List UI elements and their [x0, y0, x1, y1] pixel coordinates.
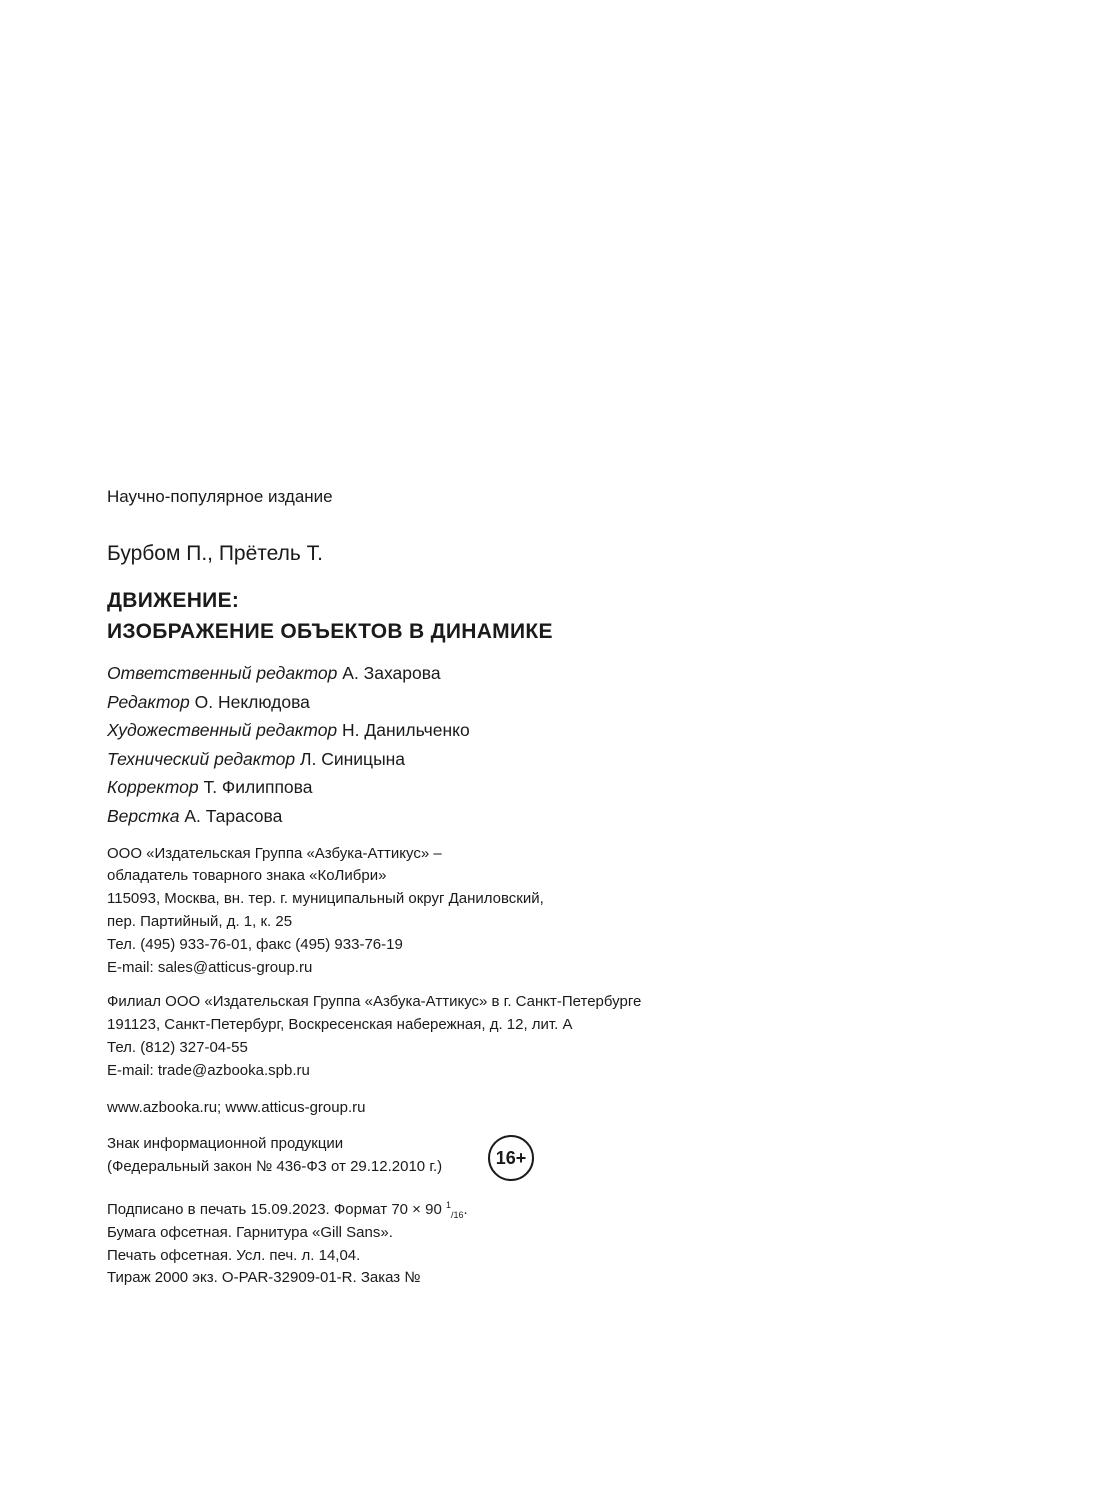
- format-numerator: 1: [445, 1199, 451, 1210]
- credit-item: [107, 802, 1007, 831]
- publisher-line: пер. Партийный, д. 1, к. 25: [107, 912, 293, 930]
- age-rating-badge: 16+: [488, 1135, 534, 1181]
- title-line: ИЗОБРАЖЕНИЕ ОБЪЕКТОВ В ДИНАМИКЕ: [107, 620, 553, 643]
- title-line: ДВИЖЕНИЕ:: [107, 589, 240, 612]
- credit-role: Редактор: [107, 691, 190, 712]
- edition-type: Научно-популярное издание: [107, 487, 333, 506]
- branch-info: [107, 991, 1007, 1082]
- credit-item: [107, 659, 1007, 688]
- print-info-line: Тираж 2000 экз. O-PAR-32909-01-R. Заказ №: [107, 1269, 421, 1287]
- publisher-email: E-mail: sales@atticus-group.ru: [107, 958, 313, 976]
- format-denominator: /16: [450, 1209, 464, 1220]
- credit-role: Корректор: [107, 777, 199, 798]
- credit-role: Ответственный редактор: [107, 663, 338, 683]
- book-title: [107, 585, 1007, 647]
- imprint-block: [107, 486, 1007, 1290]
- age-sign-block: [107, 1133, 1007, 1179]
- credit-role: Художественный редактор: [107, 720, 338, 741]
- credits-list: [107, 659, 1007, 831]
- authors: Бурбом П., Прётель Т.: [107, 542, 324, 565]
- credit-item: [107, 773, 1007, 802]
- credit-name: А. Тарасова: [184, 805, 283, 826]
- age-sign-line: (Федеральный закон № 436-ФЗ от 29.12.2010 г.): [107, 1158, 443, 1176]
- publisher-line: Тел. (495) 933-76-01, факс (495) 933-76-19: [107, 935, 403, 953]
- print-info-line: Бумага офсетная. Гарнитура «Gill Sans».: [107, 1223, 393, 1241]
- print-signed-text: Подписано в печать 15.09.2023. Формат 70 × 90: [107, 1200, 446, 1218]
- branch-line: Тел. (812) 327-04-55: [107, 1038, 248, 1056]
- print-signed-suffix: .: [463, 1200, 468, 1218]
- credit-name: Н. Данильченко: [342, 720, 470, 741]
- credit-role: Верстка: [107, 805, 180, 826]
- age-sign-line: Знак информационной продукции: [107, 1135, 344, 1153]
- credit-name: О. Неклюдова: [194, 691, 310, 712]
- credit-role: Технический редактор: [107, 748, 296, 769]
- branch-line: 191123, Санкт-Петербург, Воскресенская набережная, д. 12, лит. А: [107, 1016, 573, 1034]
- print-info: [107, 1199, 1007, 1290]
- publisher-info: [107, 843, 1007, 980]
- credit-item: [107, 688, 1007, 717]
- credit-name: Т. Филиппова: [203, 777, 313, 798]
- credit-name: А. Захарова: [342, 663, 441, 683]
- publisher-line: обладатель товарного знака «КоЛибри»: [107, 867, 387, 885]
- branch-email: E-mail: trade@azbooka.spb.ru: [107, 1061, 310, 1079]
- websites: www.azbooka.ru; www.atticus-group.ru: [107, 1098, 366, 1116]
- print-signed-line: [107, 1199, 1007, 1222]
- branch-line: Филиал ООО «Издательская Группа «Азбука-Аттикус» в г. Санкт-Петербурге: [107, 993, 642, 1011]
- publisher-line: 115093, Москва, вн. тер. г. муниципальный округ Даниловский,: [107, 890, 544, 908]
- print-info-line: Печать офсетная. Усл. печ. л. 14,04.: [107, 1246, 361, 1264]
- credit-item: [107, 716, 1007, 745]
- credit-name: Л. Синицына: [299, 748, 406, 769]
- publisher-line: ООО «Издательская Группа «Азбука-Аттикус» –: [107, 844, 442, 862]
- credit-item: [107, 745, 1007, 774]
